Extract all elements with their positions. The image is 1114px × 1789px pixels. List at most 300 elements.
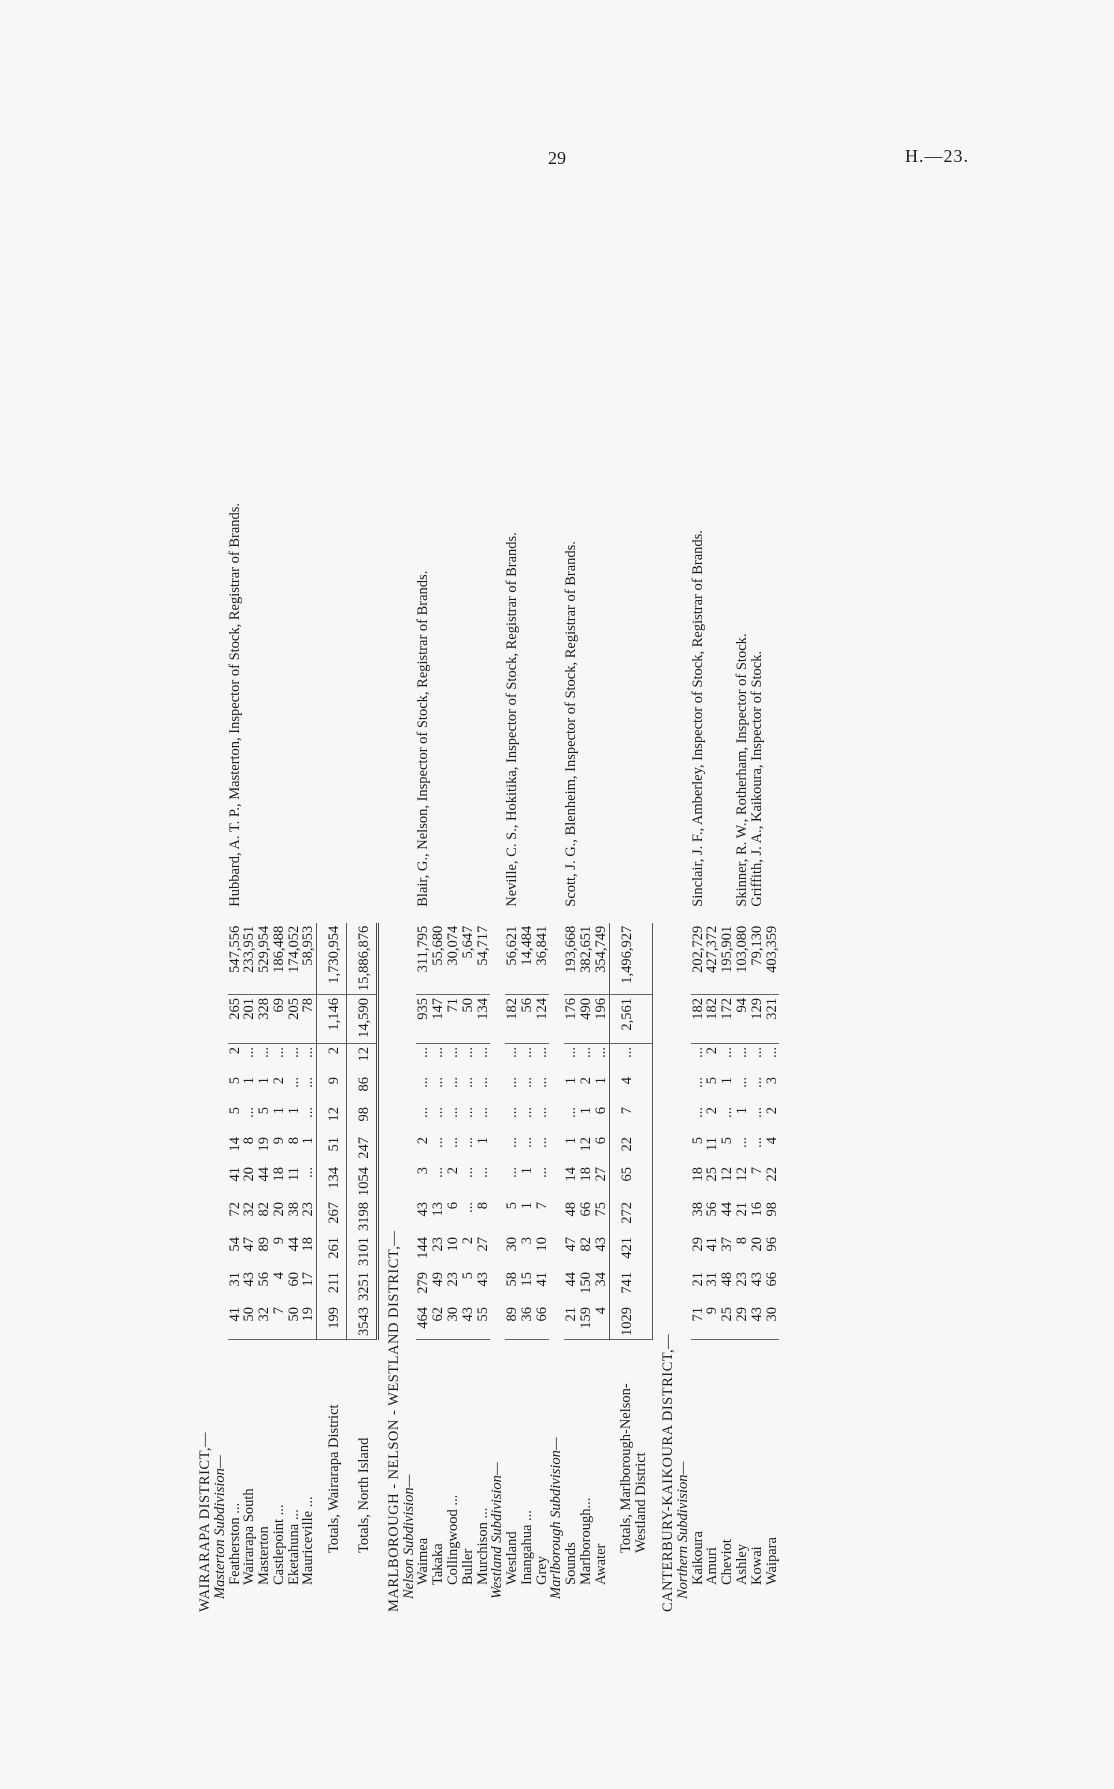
cell: ... [748,1077,765,1088]
inspector-note: Blair, G., Nelson, Inspector of Stock, Registrar of Brands. [415,570,432,907]
row-name: Featherston ... [226,1502,243,1585]
cell: 2 [704,1047,721,1055]
cell: ... [430,1167,447,1178]
cell: 32 [241,1202,258,1217]
cell: 1 [719,1077,736,1085]
cell: 1054 [347,1164,378,1199]
cell: 205 [287,995,302,1044]
cell: 19 [301,1304,316,1340]
cell: 547,556 [228,923,243,995]
cell: 1 [241,1077,258,1085]
cell: 1 [563,1137,580,1145]
cell: 13 [430,1202,447,1217]
cell: 14 [563,1167,580,1182]
cell: 38 [689,1202,706,1217]
cell: 2 [317,1044,347,1075]
cell: ... [474,1047,491,1058]
cell: 10 [533,1237,550,1252]
cell: 403,359 [765,923,780,995]
table-row [505,474,520,1615]
cell: 56 [256,1272,273,1287]
cell: ... [504,1047,521,1058]
cell: 124 [535,995,550,1044]
cell: 1,496,927 [609,923,653,995]
cell: ... [444,1107,461,1118]
page-code: H.—23. [905,146,969,166]
page-number: 29 [548,148,566,168]
cell: 20 [748,1237,765,1252]
cell: 261 [317,1234,347,1269]
cell: 4 [594,1304,609,1340]
cell: 14 [226,1137,243,1152]
cell: ... [270,1047,287,1058]
cell: ... [504,1137,521,1148]
cell: 50 [242,1304,257,1340]
cell: 4 [763,1137,780,1145]
cell: 3 [518,1237,535,1245]
cell: 134 [317,1164,347,1199]
cell: 38 [285,1202,302,1217]
row-name: Wairarapa South [241,1488,258,1585]
row-name: Castlepoint ... [270,1504,287,1585]
cell: 43 [241,1272,258,1287]
cell: 247 [347,1134,378,1164]
cell: 9 [270,1237,287,1245]
cell: 98 [347,1104,378,1134]
cell: 5 [719,1137,736,1145]
cell: 44 [256,1167,273,1182]
row-name: Inangahua ... [518,1510,535,1585]
cell: ... [533,1077,550,1088]
cell: ... [459,1167,476,1178]
cell: 31 [704,1272,721,1287]
totals-label: Totals, Wairarapa District [325,1404,342,1553]
cell: 18 [270,1167,287,1182]
cell: 50 [287,1304,302,1340]
cell: 23 [734,1272,750,1287]
cell: 1 [518,1202,535,1210]
cell: 8 [285,1137,302,1145]
cell: 44 [719,1202,736,1217]
cell: 54,717 [476,923,491,995]
cell: 7 [748,1167,765,1175]
cell: 3 [763,1077,780,1085]
subdivision-heading: Northern Subdivision— [674,1461,691,1599]
cell: 195,901 [720,923,735,995]
cell: ... [256,1047,273,1058]
cell: 78 [301,995,316,1044]
cell: 71 [446,995,461,1044]
cell: 11 [704,1137,721,1151]
cell: 66 [535,1304,550,1340]
table-row [735,474,750,1615]
totals-row [317,474,347,1615]
cell: 21 [689,1272,706,1287]
table-row [416,474,431,1615]
cell: 1 [285,1107,302,1115]
row-name: Sounds [563,1542,580,1585]
cell: 5 [226,1077,243,1085]
cell: 71 [691,1304,706,1340]
cell: 36,841 [535,923,550,995]
cell: 382,651 [579,923,594,995]
cell: 2 [415,1137,432,1145]
cell: 2,561 [609,995,653,1044]
cell: ... [444,1047,461,1058]
cell: 65 [609,1164,653,1199]
cell: 21 [734,1202,750,1217]
cell: 58,953 [301,923,316,995]
cell: 18 [689,1167,706,1182]
cell: 30 [446,1304,461,1340]
cell: 12 [317,1104,347,1134]
cell: 98 [763,1202,780,1217]
row-name: Awater [592,1543,609,1585]
row-name: Amuri [704,1547,721,1585]
cell: 41 [228,1304,243,1340]
cell: 69 [272,995,287,1044]
cell: 3198 [347,1199,378,1234]
row-name: Buller [459,1548,476,1585]
cell: ... [430,1107,447,1118]
cell: 196 [594,995,609,1044]
cell: ... [474,1167,491,1178]
cell: 2 [763,1107,780,1115]
cell: ... [459,1047,476,1058]
cell: 174,052 [287,923,302,995]
cell: ... [459,1107,476,1118]
cell: 279 [415,1272,432,1294]
cell: ... [594,1044,609,1075]
subdivision-heading: Marlborough Subdivision— [548,1437,565,1599]
cell: 66 [763,1272,780,1287]
cell: 66 [577,1202,594,1217]
cell: ... [748,1047,765,1058]
cell: 17 [301,1269,316,1304]
cell: 48 [719,1272,736,1287]
cell: 2 [459,1237,476,1245]
cell: 34 [594,1269,609,1304]
cell: 30,074 [446,923,461,995]
cell: 176 [564,995,579,1044]
cell: 193,668 [564,923,579,995]
cell: ... [734,1047,750,1058]
cell: 89 [505,1304,520,1340]
totals-label: Totals, North Island [355,1437,372,1553]
cell: 20 [270,1202,287,1217]
cell: 3543 [347,1304,378,1340]
inspector-note: Neville, C. S., Hokitika, Inspector of Stock, Registrar of Brands. [504,532,521,907]
cell: 55 [476,1304,491,1340]
cell: 741 [609,1269,653,1304]
cell: ... [415,1107,432,1118]
cell: 5 [504,1202,521,1210]
cell: ... [734,1077,750,1088]
cell: ... [301,1104,316,1134]
cell: 1 [734,1107,750,1115]
cell: 56 [704,1202,721,1217]
totals-row [609,474,653,1615]
cell: 43 [474,1272,491,1287]
cell: ... [748,1107,765,1118]
cell: 272 [609,1199,653,1234]
cell: ... [285,1047,302,1058]
cell: 321 [765,995,780,1044]
row-name: Westland [504,1531,521,1585]
cell: ... [689,1077,706,1088]
cell: 147 [431,995,446,1044]
cell: 47 [241,1237,258,1252]
cell: 5,647 [461,923,476,995]
cell: ... [748,1137,765,1148]
cell: 1 [256,1077,273,1085]
cell: ... [719,1107,736,1118]
cell: ... [459,1137,476,1148]
inspector-note: Sinclair, J. F., Amberley, Inspector of Stock, Registrar of Brands. [689,530,706,907]
row-name: Masterton [256,1526,273,1585]
table-row [691,474,706,1615]
cell: ... [459,1077,476,1088]
cell: 14,484 [520,923,535,995]
cell: 31 [226,1272,243,1287]
cell: 2 [226,1047,243,1055]
cell: 1,730,954 [317,923,347,995]
row-name: Kaikoura [689,1531,706,1585]
row-name: Grey [533,1556,550,1585]
table-row [564,474,579,1615]
cell: 1 [594,1074,609,1104]
cell: 41 [226,1167,243,1182]
cell: 7 [609,1104,653,1134]
row-name: Murchison ... [474,1507,491,1585]
cell: 490 [579,995,594,1044]
inspector-note: Skinner, R. W., Rotherham, Inspector of Stock. [734,633,750,907]
cell: 15,886,876 [347,923,378,995]
cell: 5 [704,1077,721,1085]
row-name: Kowai [748,1546,765,1585]
cell: 421 [609,1234,653,1269]
cell: 182 [705,995,720,1044]
cell: 3101 [347,1234,378,1269]
cell: ... [563,1107,580,1118]
cell: 103,080 [735,923,750,995]
row-name: Ashley [734,1543,750,1585]
table-row [750,474,765,1615]
cell: 82 [256,1202,273,1217]
cell: 328 [257,995,272,1044]
cell: 1 [474,1137,491,1145]
cell: 4 [609,1074,653,1104]
cell: 72 [226,1202,243,1217]
cell: ... [301,1044,316,1075]
cell: 172 [720,995,735,1044]
cell: 94 [735,995,750,1044]
cell: 48 [563,1202,580,1217]
cell: 79,130 [750,923,765,995]
row-name: Takaka [430,1543,447,1585]
cell: ... [719,1047,736,1058]
cell: 82 [577,1237,594,1252]
cell: 9 [270,1137,287,1145]
row-name: Mauriceville ... [300,1496,317,1585]
cell: 51 [317,1134,347,1164]
cell: 1029 [609,1304,653,1340]
row-name: Cheviot [719,1539,736,1585]
inspector-note: Scott, J. G., Blenheim, Inspector of Stock, Registrar of Brands. [563,541,580,907]
district-heading: WAIRARAPA DISTRICT,— [197,1432,213,1612]
cell: 96 [763,1237,780,1252]
district-heading: MARLBOROUGH - NELSON - WESTLAND DISTRICT,— [385,1230,402,1612]
cell: 62 [431,1304,446,1340]
cell: 265 [228,995,243,1044]
cell: 12 [577,1137,594,1152]
cell: 464 [416,1304,431,1340]
cell: 182 [691,995,706,1044]
inspector-note: Griffith, J. A., Kaikoura, Inspector of Stock. [748,650,765,907]
cell: ... [301,1074,316,1104]
cell: 199 [317,1304,347,1340]
cell: 150 [577,1272,594,1294]
cell: 201 [242,995,257,1044]
cell: 43 [461,1304,476,1340]
cell: 25 [704,1167,721,1182]
cell: 55,680 [431,923,446,995]
cell: 10 [444,1237,461,1252]
row-name: Marlborough... [577,1497,594,1585]
cell: 25 [720,1304,735,1340]
cell: 30 [504,1237,521,1252]
cell: 2 [577,1077,594,1085]
cell: 43 [594,1234,609,1269]
cell: 6 [444,1202,461,1210]
cell: 89 [256,1237,273,1252]
cell: 202,729 [691,923,706,995]
cell: 30 [765,1304,780,1340]
row-name: Waipara [763,1537,780,1585]
cell: 19 [256,1137,273,1152]
cell: 27 [474,1237,491,1252]
cell: 7 [272,1304,287,1340]
cell: 159 [579,1304,594,1340]
cell: 56,621 [505,923,520,995]
cell: 58 [504,1272,521,1287]
cell: ... [430,1137,447,1148]
cell: 1,146 [317,995,347,1044]
cell: 12 [719,1167,736,1182]
cell: ... [241,1107,258,1118]
cell: 75 [594,1199,609,1234]
cell: 311,795 [416,923,431,995]
cell: 354,749 [594,923,609,995]
cell: 6 [594,1134,609,1164]
cell: ... [504,1077,521,1088]
cell: ... [734,1137,750,1148]
cell: 23 [301,1199,316,1234]
cell: 7 [533,1202,550,1210]
cell: ... [301,1164,316,1199]
cell: 5 [459,1272,476,1280]
cell: 47 [563,1237,580,1252]
cell: ... [518,1137,535,1148]
cell: 1 [518,1167,535,1175]
cell: 14,590 [347,995,378,1044]
cell: 11 [285,1167,302,1181]
totals-label: Totals, Marlborough-Nelson-Westland District [618,1383,649,1553]
cell: 49 [430,1272,447,1287]
cell: 56 [520,995,535,1044]
cell: ... [474,1077,491,1088]
cell: 211 [317,1269,347,1304]
cell: ... [563,1047,580,1058]
cell: ... [518,1107,535,1118]
cell: 54 [226,1237,243,1252]
cell: 41 [533,1272,550,1287]
cell: 9 [317,1074,347,1104]
cell: 43 [748,1272,765,1287]
cell: 41 [704,1237,721,1252]
cell: ... [504,1107,521,1118]
cell: 182 [505,995,520,1044]
cell: 1 [577,1107,594,1115]
cell: ... [444,1077,461,1088]
cell: 3 [415,1167,432,1175]
cell: 267 [317,1199,347,1234]
row-name: Waimea [415,1537,432,1585]
cell: ... [689,1107,706,1118]
cell: 23 [430,1237,447,1252]
cell: ... [533,1167,550,1178]
cell: 60 [285,1272,302,1287]
cell: 129 [750,995,765,1044]
cell: 44 [285,1237,302,1252]
cell: ... [533,1107,550,1118]
stock-returns-table [190,474,779,1615]
cell: 21 [564,1304,579,1340]
cell: 37 [719,1237,736,1252]
cell: ... [459,1202,476,1213]
cell: ... [533,1047,550,1058]
cell: 23 [444,1272,461,1287]
cell: ... [474,1107,491,1118]
inspector-note: Hubbard, A. T. P., Masterton, Inspector of Stock, Registrar of Brands. [226,502,243,907]
subdivision-heading: Nelson Subdivision— [400,1474,417,1599]
cell: 5 [256,1107,273,1115]
cell: ... [504,1167,521,1178]
cell: 16 [748,1202,765,1217]
cell: 8 [241,1137,258,1145]
cell: 15 [518,1272,535,1287]
cell: 427,372 [705,923,720,995]
cell: 134 [476,995,491,1044]
cell: 1 [270,1107,287,1115]
cell: 12 [734,1167,750,1182]
cell: ... [444,1137,461,1148]
cell: 1 [301,1134,316,1164]
subdivision-heading: Westland Subdivision— [489,1462,506,1599]
cell: 18 [301,1234,316,1269]
cell: ... [430,1077,447,1088]
cell: 144 [415,1237,432,1259]
cell: ... [763,1047,780,1058]
cell: 86 [347,1074,378,1104]
cell: 27 [594,1164,609,1199]
cell: 20 [241,1167,258,1182]
cell: 32 [257,1304,272,1340]
cell: ... [533,1137,550,1148]
cell: 50 [461,995,476,1044]
cell: 36 [520,1304,535,1340]
cell: 5 [226,1107,243,1115]
